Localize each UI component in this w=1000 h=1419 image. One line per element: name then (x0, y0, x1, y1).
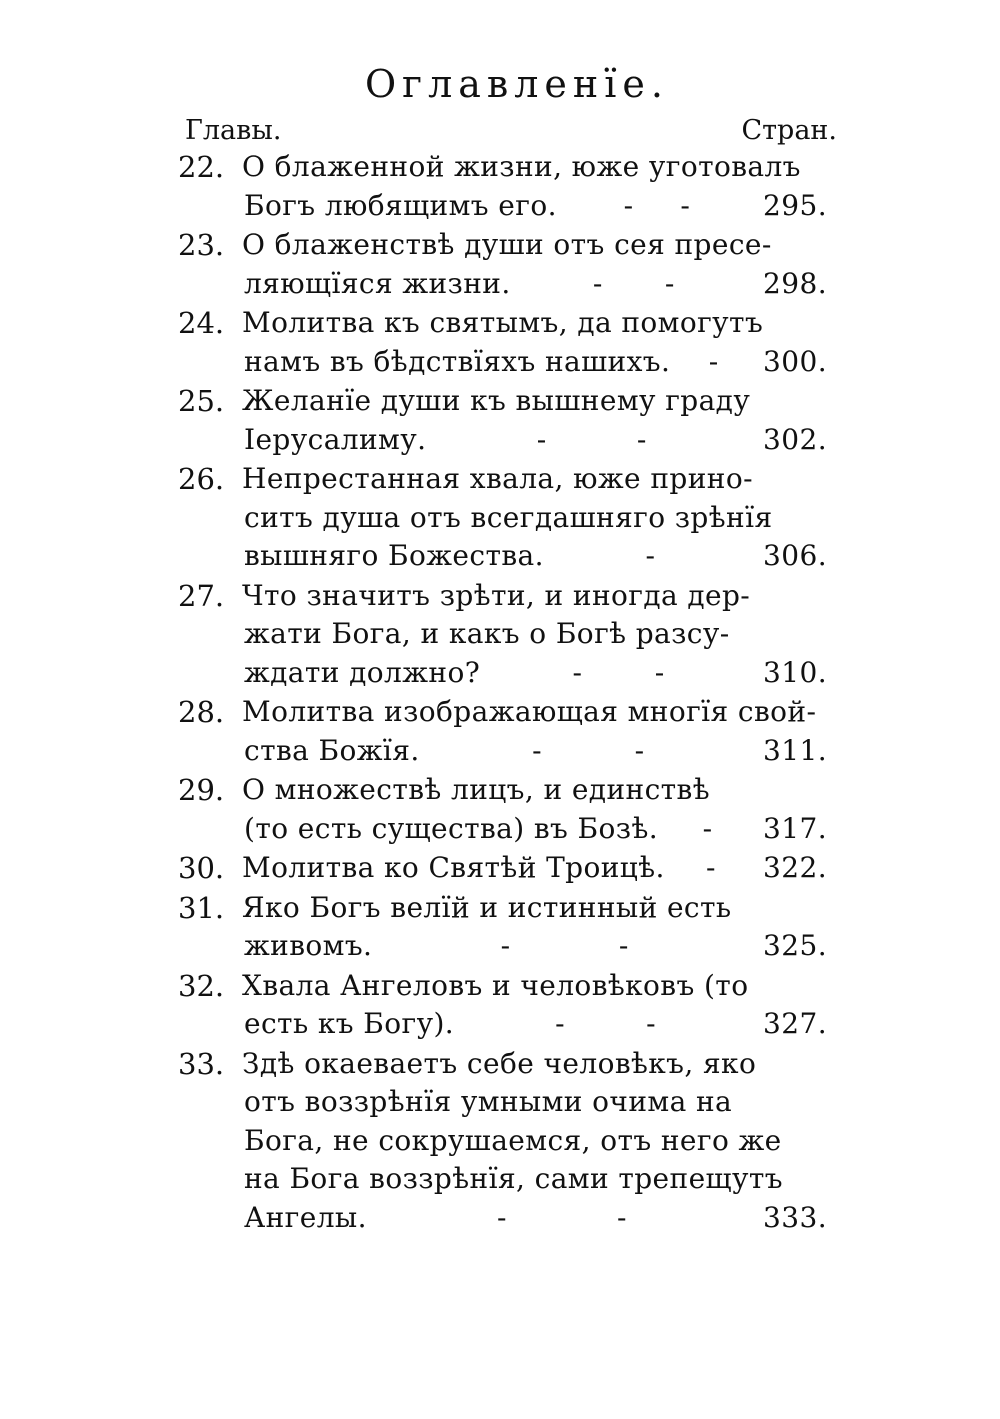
chapter-title (242, 460, 827, 576)
chapter-title-line: отъ воззрѣнїя умными очима на (244, 1085, 733, 1118)
leader-dash: - (532, 733, 543, 767)
toc-entry (0, 382, 1000, 459)
chapter-title-line: Яко Богъ велїй и истинный есть (242, 890, 732, 924)
leader-dashes (658, 810, 757, 849)
chapter-title-last-line (242, 732, 827, 771)
chapter-title (242, 967, 827, 1044)
chapter-title-line: Непрестанная хвала, юже прино- (242, 462, 753, 495)
chapter-title (242, 577, 827, 693)
chapter-title-line: ляющїяся жизни. (244, 266, 511, 300)
page-title: Оглавленїе. (365, 62, 669, 106)
chapter-title-last-line (242, 537, 827, 576)
chapter-title-line: О блаженствѣ души отъ сея пресе- (242, 228, 772, 261)
chapter-title (242, 382, 827, 459)
leader-dash: - (592, 266, 603, 300)
toc-entry (0, 889, 1000, 966)
page-number: 302. (763, 422, 827, 456)
chapter-title (242, 1045, 827, 1238)
leader-dash: - (636, 422, 647, 456)
page-number: 306. (763, 539, 827, 572)
toc-entry (0, 1045, 1000, 1238)
chapter-title-line: Что значитъ зрѣти, и иногда дер- (242, 578, 751, 612)
toc-entry (0, 226, 1000, 303)
leader-dashes (557, 187, 757, 226)
leader-dash: - (680, 188, 691, 222)
chapter-title-last-line (242, 343, 827, 382)
toc-entry (0, 693, 1000, 770)
page-number: 327. (763, 1007, 827, 1040)
leader-dashes (367, 1199, 757, 1238)
chapter-title-line: есть къ Богу). (244, 1007, 455, 1040)
chapter-title (242, 771, 827, 848)
toc-entry (0, 967, 1000, 1044)
chapter-title-line: О блаженной жизни, юже уготовалъ (242, 150, 801, 183)
leader-dash: - (646, 1007, 656, 1040)
chapter-title-line: Молитва къ святымъ, да помогутъ (242, 306, 764, 339)
leader-dash: - (702, 811, 713, 845)
leader-dashes (426, 421, 757, 460)
toc-entry (0, 460, 1000, 576)
leader-dashes (454, 1005, 757, 1044)
chapter-number: 31. (178, 890, 225, 925)
pages-column-header: Стран. (741, 115, 837, 146)
chapter-title-line: Іерусалиму. (244, 422, 427, 456)
chapter-title-line: Ангелы. (244, 1200, 367, 1234)
chapter-number: 22. (178, 150, 225, 184)
leader-dash: - (708, 344, 719, 378)
table-of-contents (0, 148, 1000, 1238)
page-number: 300. (763, 344, 827, 378)
chapter-title (242, 849, 827, 888)
chapter-title-line: Богъ любящимъ его. (244, 188, 557, 222)
chapter-number: 26. (178, 462, 225, 496)
leader-dash: - (618, 929, 629, 962)
leader-dashes (420, 732, 757, 771)
chapter-title-line: ждати должно? (244, 655, 481, 689)
chapter-title (242, 148, 827, 225)
chapter-title-last-line (242, 187, 827, 226)
chapter-number: 25. (178, 384, 225, 418)
chapter-title (242, 226, 827, 303)
chapter-title-line: жати Бога, и какъ о Богѣ разсу- (244, 617, 730, 650)
page-number: 317. (763, 811, 827, 845)
leader-dashes (372, 927, 757, 966)
chapters-column-header: Главы. (185, 115, 282, 146)
chapter-title-line: намъ въ бѣдствїяхъ нашихъ. (244, 344, 671, 378)
chapter-title-line: (то есть существа) въ Бозѣ. (244, 811, 659, 845)
leader-dash: - (500, 929, 511, 962)
chapter-title (242, 693, 827, 770)
chapter-title-line: О множествѣ лицъ, и единствѣ (242, 773, 710, 806)
toc-entry (0, 148, 1000, 225)
chapter-title (242, 304, 827, 381)
chapter-number: 29. (178, 773, 225, 807)
leader-dashes (480, 654, 757, 693)
chapter-title (242, 889, 827, 966)
leader-dash: - (555, 1007, 566, 1040)
chapter-title-last-line (242, 810, 827, 849)
leader-dashes (670, 343, 757, 382)
page-number: 325. (763, 929, 827, 962)
chapter-title-line: вышняго Божества. (244, 539, 544, 572)
leader-dash: - (664, 266, 675, 300)
leader-dash: - (645, 539, 656, 572)
toc-entry (0, 771, 1000, 848)
chapter-title-line: Хвала Ангеловъ и человѣковъ (то (242, 968, 749, 1002)
leader-dash: - (497, 1200, 507, 1234)
page-number: 311. (763, 733, 827, 767)
chapter-title-line: Молитва изображающая многїя свой- (242, 695, 817, 728)
page-number: 310. (763, 655, 827, 689)
leader-dashes (665, 849, 757, 888)
chapter-number: 24. (178, 306, 225, 340)
chapter-number: 23. (178, 228, 225, 262)
chapter-title-last-line (242, 421, 827, 460)
chapter-title-last-line (242, 1005, 827, 1044)
chapter-number: 32. (178, 968, 225, 1003)
toc-entry (0, 304, 1000, 381)
page-number: 322. (763, 851, 827, 884)
leader-dash: - (572, 655, 583, 689)
chapter-title-line: Молитва ко Святѣй Троицѣ. (242, 851, 665, 884)
leader-dash: - (705, 851, 716, 884)
chapter-number: 28. (178, 695, 225, 729)
chapter-title-line: на Бога воззрѣнїя, сами трепещутъ (244, 1162, 783, 1195)
leader-dash: - (616, 1200, 627, 1234)
chapter-number: 33. (178, 1046, 225, 1081)
chapter-title-line: ства Божїя. (244, 733, 420, 767)
leader-dash: - (634, 733, 645, 767)
chapter-title-line: живомъ. (244, 929, 373, 962)
chapter-title-line: Желанїе души къ вышнему граду (242, 384, 751, 417)
leader-dashes (544, 537, 757, 576)
leader-dash: - (654, 655, 665, 689)
chapter-title-line: Здѣ окаеваетъ себе человѣкъ, яко (242, 1046, 757, 1080)
page-number: 298. (763, 266, 827, 300)
chapter-number: 30. (178, 851, 225, 885)
leader-dashes (511, 265, 757, 304)
chapter-title-line: ситъ душа отъ всегдашняго зрѣнїя (244, 500, 773, 534)
chapter-number: 27. (178, 578, 225, 613)
toc-entry (0, 577, 1000, 693)
leader-dash: - (536, 422, 547, 456)
chapter-title-last-line (242, 927, 827, 966)
leader-dash: - (623, 188, 634, 222)
chapter-title-last-line (242, 1199, 827, 1238)
chapter-title-last-line (242, 849, 827, 888)
chapter-title-line: Бога, не сокрушаемся, отъ него же (244, 1123, 782, 1157)
toc-entry (0, 849, 1000, 888)
chapter-title-last-line (242, 654, 827, 693)
page-number: 295. (763, 188, 827, 222)
page-number: 333. (763, 1200, 827, 1234)
chapter-title-last-line (242, 265, 827, 304)
